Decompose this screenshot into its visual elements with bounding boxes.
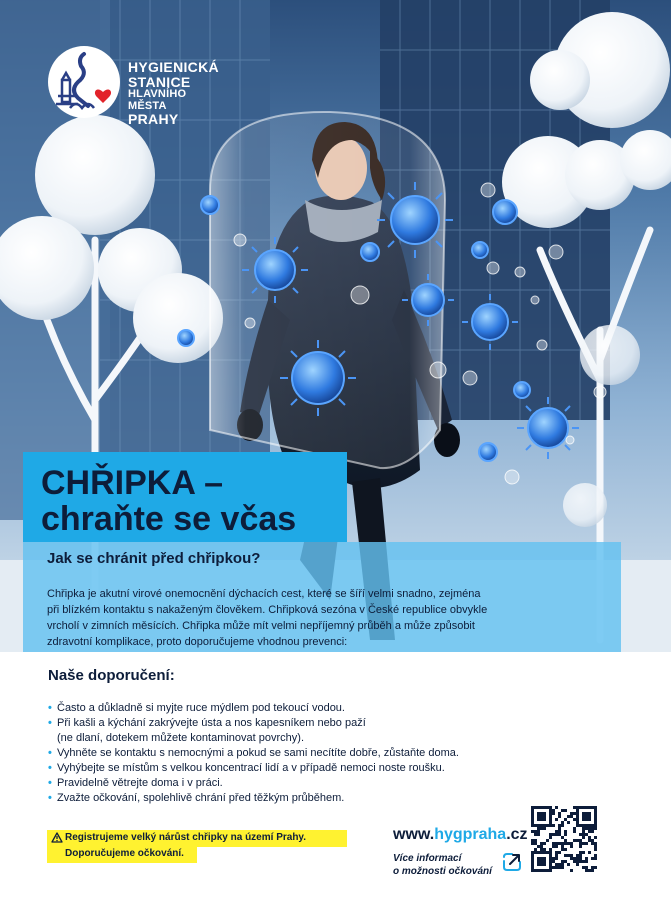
external-link-icon[interactable]	[501, 851, 523, 873]
bullet-icon: •	[48, 792, 52, 804]
bullet-icon: •	[48, 777, 52, 789]
headline-box	[23, 452, 347, 542]
list-item	[48, 746, 528, 761]
bullet-icon: •	[48, 702, 52, 714]
warning-line-2: Doporučujeme očkování.	[65, 848, 184, 859]
logo-line-1: HYGIENICKÁ	[128, 59, 219, 75]
intro-heading: Jak se chránit před chřipkou?	[47, 550, 261, 567]
more-info-line-2: o možnosti očkování	[393, 866, 492, 877]
logo	[48, 46, 226, 158]
headline-line-1: CHŘIPKA –	[41, 464, 223, 502]
list-item-text: Vyhněte se kontaktu s nemocnými a pokud se sami necítíte dobře, zůstaňte doma.	[57, 747, 459, 759]
url-accent: hygpraha	[434, 826, 507, 843]
warning-icon	[51, 832, 63, 843]
more-info-text	[393, 852, 513, 878]
list-item-text: Pravidelně větrejte doma i v práci.	[57, 777, 223, 789]
more-info-line-1: Více informací	[393, 853, 462, 864]
url-suffix: .cz	[506, 826, 528, 843]
warning-line-1: Registrujeme velký nárůst chřipky na území Prahy.	[65, 832, 307, 843]
list-item	[48, 761, 528, 776]
website-link[interactable]	[393, 826, 528, 844]
intro-line: při blízkém kontaktu s nakaženým člověkem. Chřipková sezóna v České republice obvykle	[47, 604, 488, 616]
recommendations-heading: Naše doporučení:	[48, 667, 175, 684]
recommendations-list	[48, 701, 528, 806]
list-item-text: Často a důkladně si myjte ruce mýdlem pod tekoucí vodou.	[57, 702, 345, 714]
heart-icon	[95, 89, 111, 103]
list-item	[48, 776, 528, 791]
intro-line: zdravotní komplikace, proto doporučujeme vhodnou prevenci:	[47, 636, 348, 648]
bullet-icon: •	[48, 717, 52, 729]
qr-code[interactable]	[531, 806, 597, 872]
list-item-text: Při kašli a kýchání zakrývejte ústa a nos kapesníkem nebo paží	[57, 717, 366, 729]
intro-line: Chřipka je akutní virové onemocnění dýchacích cest, které se šíří velmi snadno, zejména	[47, 588, 481, 600]
list-item-continuation: (ne dlaní, dotekem můžete kontaminovat povrchy).	[57, 732, 305, 744]
intro-paragraph	[47, 586, 607, 650]
logo-line-4: PRAHY	[128, 111, 179, 128]
url-prefix: www.	[393, 826, 435, 843]
logo-emblem	[48, 46, 120, 118]
list-item-text: Vyhýbejte se místům s velkou koncentrací lidí a v případě nemoci noste roušku.	[57, 762, 445, 774]
list-item	[48, 701, 528, 716]
warning-note	[47, 830, 347, 863]
list-item	[48, 716, 528, 746]
bullet-icon: •	[48, 747, 52, 759]
headline-line-2: chraňte se včas	[41, 500, 297, 538]
list-item-text: Zvažte očkování, spolehlivě chrání před těžkým průběhem.	[57, 792, 345, 804]
logo-line-2: STANICE	[128, 73, 191, 90]
logo-line-3: HLAVNÍHO MĚSTA	[128, 88, 187, 112]
intro-box	[23, 542, 621, 652]
intro-line: vrcholí v zimních měsících. Chřipka může mít velmi nepříjemný průběh a může způsobit	[47, 620, 475, 632]
logo-text	[128, 60, 226, 127]
bullet-icon: •	[48, 762, 52, 774]
list-item	[48, 791, 528, 806]
logo-emblem-graphic	[48, 46, 120, 118]
